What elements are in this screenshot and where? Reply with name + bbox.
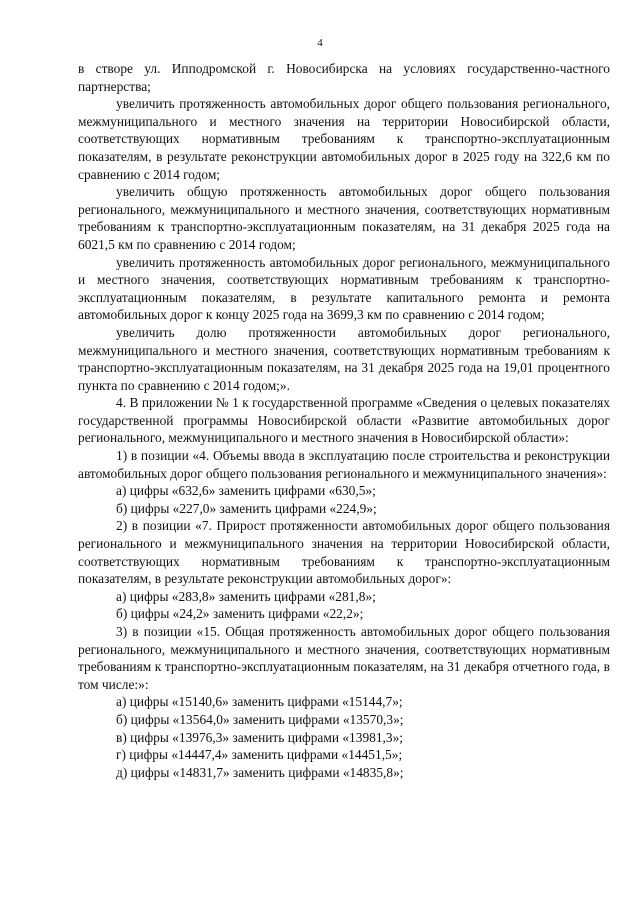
list-item: а) цифры «283,8» заменить цифрами «281,8»; <box>116 588 376 604</box>
list-item: б) цифры «227,0» заменить цифрами «224,9»; <box>116 500 377 516</box>
list-item: г) цифры «14447,4» заменить цифрами «14451,5»; <box>116 747 403 763</box>
paragraph-goal-total-length: увеличить общую протяженность автомобильных дорог общего пользования регионального, межмуниципального и местного значения, соответствующих нормативным требованиям к транспортно-эксплуатационным показателям, на 31 декабря 2025 года на 6021,5 км по сравнению с 2014 годом; <box>78 184 610 252</box>
document-body <box>78 60 610 781</box>
paragraph-goal-reconstruction: увеличить протяженность автомобильных дорог общего пользования регионального, межмуниципального и местного значения на территории Новосибирской области, соответствующих нормативным требованиям к транспортно-эксплуатационным показателям, в результате реконструкции автомобильных дорог в 2025 году на 322,6 км по сравнению с 2014 годом; <box>78 96 610 182</box>
page-number: 4 <box>317 37 323 49</box>
paragraph-position-1: 1) в позиции «4. Объемы ввода в эксплуатацию после строительства и реконструкции автомобильных дорог общего пользования регионального и межмуниципального значения»: <box>78 448 610 481</box>
paragraph-goal-share: увеличить долю протяженности автомобильных дорог регионального, межмуниципального и местного значения, соответствующих нормативным требованиям к транспортно-эксплуатационным показателям, на 31 декабря 2025 года на 19,01 процентного пункта по сравнению с 2014 годом;». <box>78 324 610 393</box>
list-item: б) цифры «24,2» заменить цифрами «22,2»; <box>116 606 364 622</box>
paragraph-item-4: 4. В приложении № 1 к государственной программе «Сведения о целевых показателях государственной программы Новосибирской области «Развитие автомобильных дорог регионального, межмуниципального и местного значения в Новосибирской области»: <box>78 395 610 446</box>
list-item: в) цифры «13976,3» заменить цифрами «13981,3»; <box>116 729 403 745</box>
list-item: б) цифры «13564,0» заменить цифрами «13570,3»; <box>116 711 404 727</box>
paragraph-goal-repair: увеличить протяженность автомобильных дорог регионального, межмуниципального и местного значения, соответствующих нормативным требованиям к транспортно-эксплуатационным показателям, в результате капитального ремонта и ремонта автомобильных дорог к концу 2025 года на 3699,3 км по сравнению с 2014 годом; <box>78 254 610 323</box>
paragraph-position-2: 2) в позиции «7. Прирост протяженности автомобильных дорог общего пользования регионального и межмуниципального значения на территории Новосибирской области, соответствующих нормативным требованиям к транспортно-эксплуатационным показателям, в результате реконструкции автомобильных дорог»: <box>78 518 610 587</box>
paragraph-continuation: в створе ул. Ипподромской г. Новосибирска на условиях государственно-частного партнерства; <box>78 61 610 94</box>
list-item: а) цифры «632,6» заменить цифрами «630,5»; <box>116 483 376 499</box>
list-item: а) цифры «15140,6» заменить цифрами «15144,7»; <box>116 694 403 710</box>
paragraph-position-3: 3) в позиции «15. Общая протяженность автомобильных дорог общего пользования регионального, межмуниципального и местного значения, соответствующих нормативным требованиям к транспортно-эксплуатационным показателям, на 31 декабря отчетного года, в том числе:»: <box>78 624 610 692</box>
list-item: д) цифры «14831,7» заменить цифрами «14835,8»; <box>116 764 404 780</box>
